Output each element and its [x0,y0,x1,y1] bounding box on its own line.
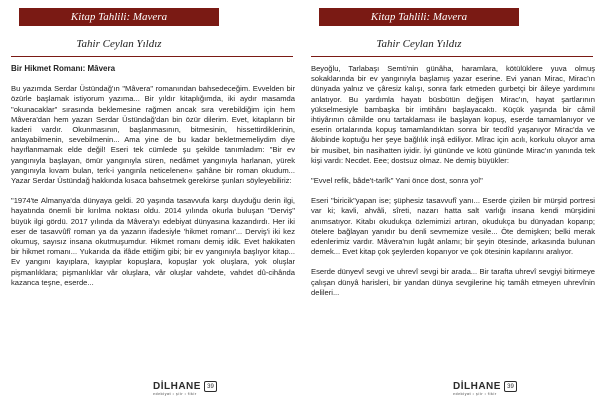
paragraph: Eseri "biricik"yapan ise; şüphesiz tasavvufî yanı... Eserde çizilen bir mürşid portresi var ki; kavli, ahvâli, sîreti, nazarı hatta salt varlığı insana kendi mürşidini anımsatıyor. Kitabı okudukça özlemimizi artıran, okudukça bu dünyadan koparıp; ötelere bağlayan yanıdır bu denli sevmemize vesile... Öte demişken; belki merak edenlerimiz vardır. Mâvera'nın lugât anlamı; bir şeyin ötesinde, arkasında bulunan demek... Evet kitap çok şeylerden koparıyor ve çok ötesinin kapılarını aralıyor. [311,196,595,257]
dilhane-logo [153,381,201,396]
logo-subtitle: edebiyat • şiir • fikir [453,392,497,396]
article-subheading: Bir Hikmet Romanı: Mâvera [11,64,116,73]
issue-badge: 39 [204,381,217,392]
page-footer [453,378,517,396]
author-name: Tahir Ceylan Yıldız [76,38,162,50]
logo-text: DİLHANE [453,381,501,392]
article-body [311,64,595,308]
paragraph: "Evvel refik, bâde't-tarîk" Yani önce dost, sonra yol" [311,176,483,186]
dilhane-logo [453,381,501,396]
paragraph: "1974'te Almanya'da dünyaya geldi. 20 yaşında tasavvufa karşı duyduğu derin ilgi, hayatında önemli bir kırılma noktası oldu. 2014 yılında okurla buluşan "Derviş" büyük ilgi gördü. 2017 yılında da Mâvera'yı edebiyat dünyasına kazandırdı. Her iki eser de tasavvûfî roman ya da yazarın ifadesiyle 'hikmet romanı'... Derviş'i iki kez okumuş, sayısız insana okutmuşumdur. Hikmet romanı demiş idik. Evet hakikaten bir hikmet romanı... Yukarıda da ifâde ettiğim gibi; bir ev yangınıyla başlıyor kitap... Ev yangını kayıplara, kayıplar kopuşlara, kopuşlar yok oluşlara, yok oluşlar pişmanlıklara; pişmanlıklar vâr oluşlara, vâr oluşlar vahdete, vahdet dû-cihânda kazanca teşne, eserde... [11,196,295,287]
paragraph: Bu yazımda Serdar Üstündağ'ın "Mâvera" romanından bahsedeceğim. Evvelden bir özürle başlamak istiyorum yazıma... Bir yıldır kitaplığımda, iki aydır masamda "okunacaklar" sırasında beklemesine rağmen ancak sıra verebildiğim için hem Mâvera'dan hem yazarı Serdar Üstündağ'dan bin özür dilerim. Evet, kitapların bir kaderi vardır. Okunmasının, başlanmasının, bitmesinin, hissettirdiklerinin, anlayabilmenin, sevebilmenin... Ama yine de bu kadar bekletmemeliydim diye hayıflanmamak elde değil! Eseri tek cümlede şu şekilde tanımladım: "Bir ev yangınıyla başlayan, ömür yangınıyla süren, nedâmet yangınıyla harlanan, yürek yangınıyla kıvam bulan, terk-i yangınla neticelenen« şahâne bir roman okudum... Yazar Serdar Üstündağ hakkında kısaca bahsetmek gerekirse şunları söyleyebiliriz: [11,84,295,186]
paragraph: Beyoğlu, Tarlabaşı Semti'nin günâha, haramlara, kötülüklere yuva olmuş sokaklarında bir ev yangınıyla başlamış yazar eserine. Evi yanan Mirac, Mirac'ın dünyada yalnız ve çâresiz kalışı, sonra fark etmeden gurbetçi bir âileye yardımını anlatıyor. Bu yardımla hayatı büsbütün değişen Mirac'ın, hayat şartlarının yükselmesiyle bambaşka bir imtihânı başlayacaktı. Küçük yaşında bir câmil ihtiyârının câmilde onu tartaklaması ile başlayan kopuş, eserde tamamlanıyor ve eserin ortalarında kopuş tamamlandıktan sonra bir tecdîd yaşanıyor Mirac'da ve âkıbinde koptuğu her şeye bağlılık inşâ ediliyor. Mîrac için acılı, korkulu oluyor ama bir musibet, bin nasihatten iyidir. İyi gününde ve kötü gününde Mirac'ın yanında tek kişi vardı: Necdet. Eee; dostsuz olmaz. Ne demiş büyükler: [311,64,595,165]
issue-badge: 39 [504,381,517,392]
logo-subtitle: edebiyat • şiir • fikir [153,392,197,396]
paragraph: Eserde dünyevî sevgi ve uhrevî sevgi bir arada... Bir tarafta uhrevî sevgiyi bitirmeye çalışan dünyâ harisleri, bir yandan dünya sevgilerine hiç tamâh etmeyen uhrevînin delileri... [311,267,595,297]
left-page [5,0,295,400]
divider-line [311,56,593,57]
logo-text: DİLHANE [153,381,201,392]
section-banner: Kitap Tahlili: Mavera [319,8,519,26]
right-page [305,0,595,400]
divider-line [11,56,293,57]
section-banner: Kitap Tahlili: Mavera [19,8,219,26]
author-name: Tahir Ceylan Yıldız [376,38,462,50]
page-footer [153,378,217,396]
article-body [11,64,295,298]
